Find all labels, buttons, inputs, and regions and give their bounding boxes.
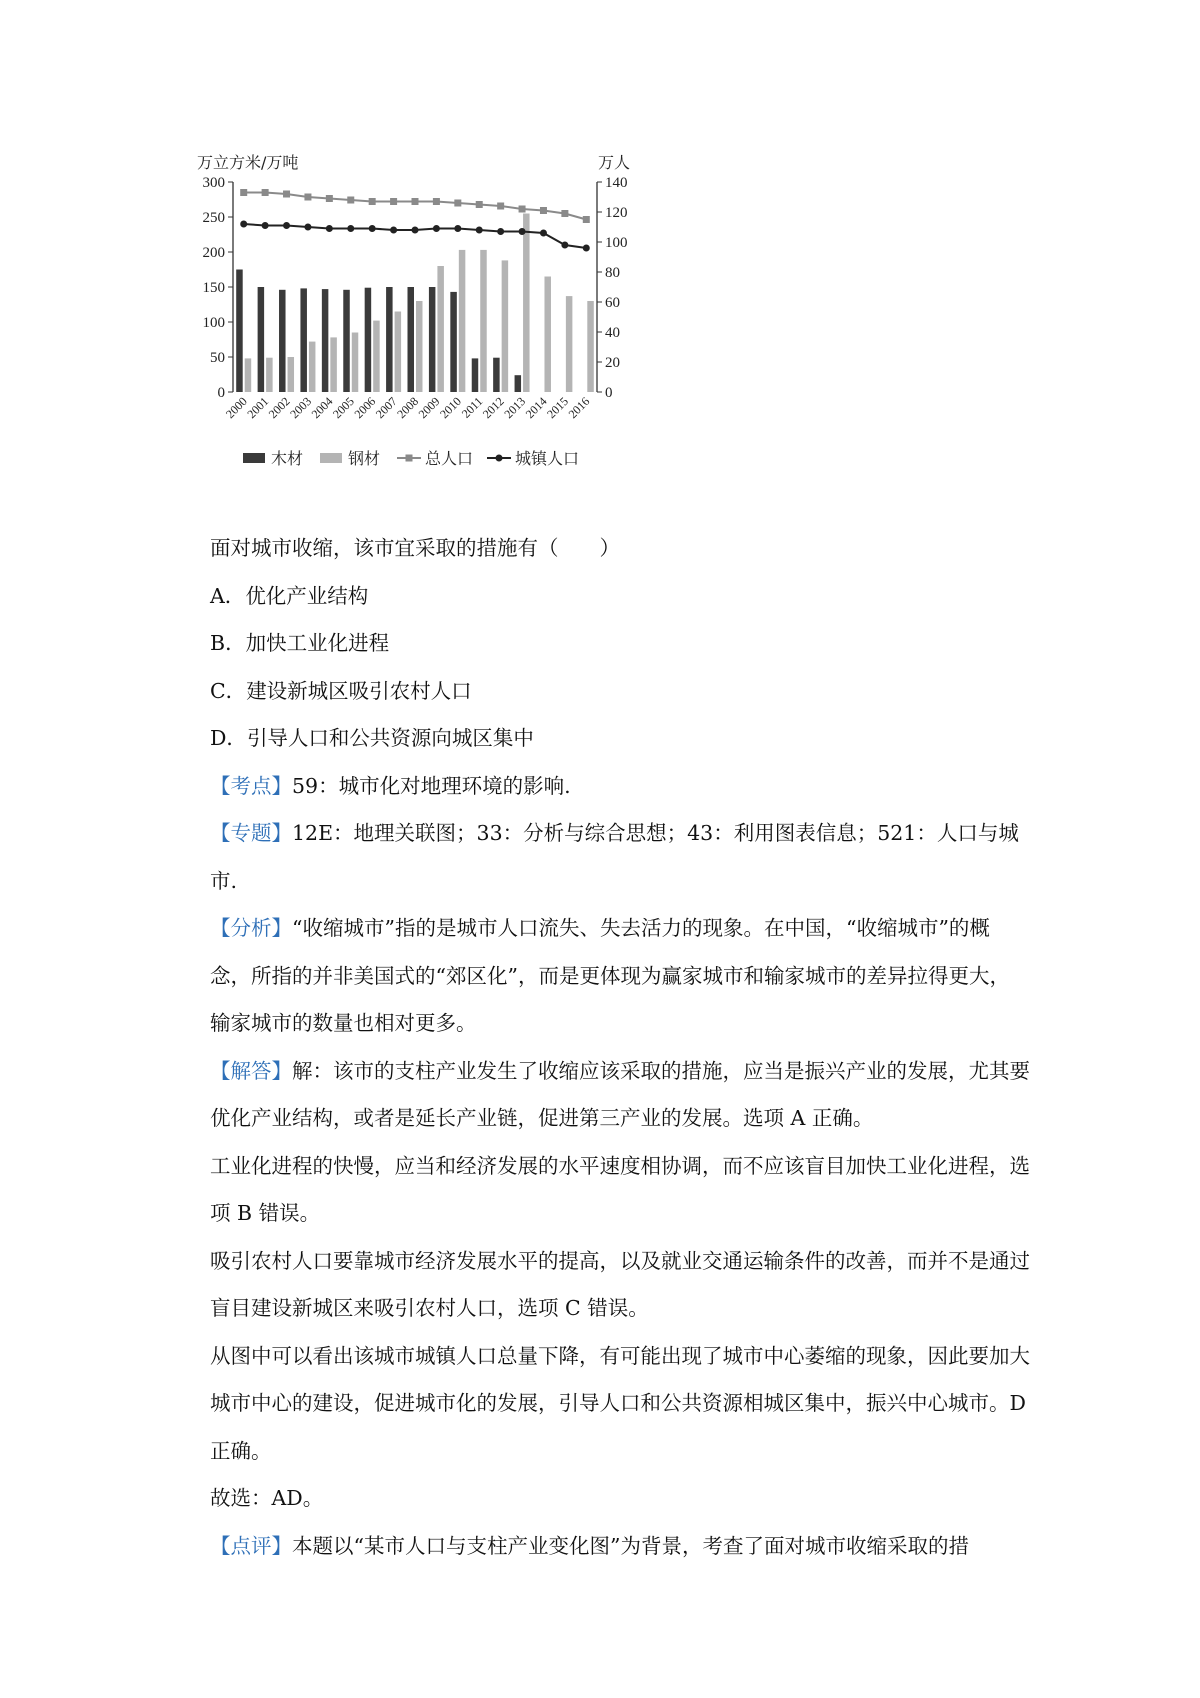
bar-steel-2013 xyxy=(523,214,530,393)
bar-wood-2001 xyxy=(258,287,265,392)
x-tick-label-2013: 2013 xyxy=(501,394,529,422)
point-urban-population-2009 xyxy=(433,225,440,232)
right-tick-label: 100 xyxy=(605,235,628,251)
point-urban-population-2016 xyxy=(583,245,590,252)
chart-lines xyxy=(240,189,590,252)
point-total-population-2005 xyxy=(347,197,354,204)
question-content xyxy=(210,525,1030,1570)
left-tick-label: 50 xyxy=(210,350,225,366)
left-tick-label: 100 xyxy=(202,315,225,331)
left-tick-label: 0 xyxy=(217,385,225,401)
option-b-key: B． xyxy=(210,631,246,655)
option-b xyxy=(210,620,1030,668)
x-tick-label-2008: 2008 xyxy=(394,394,422,422)
legend-marker-urban-population xyxy=(496,455,503,462)
bar-steel-2014 xyxy=(544,277,551,393)
bar-wood-2005 xyxy=(343,290,350,392)
bar-wood-2010 xyxy=(450,292,457,392)
right-tick-label: 80 xyxy=(605,265,620,281)
left-tick-label: 150 xyxy=(202,280,225,296)
point-urban-population-2010 xyxy=(454,225,461,232)
point-total-population-2002 xyxy=(283,191,290,198)
x-tick-label-2007: 2007 xyxy=(372,394,400,422)
point-urban-population-2005 xyxy=(347,225,354,232)
bar-wood-2003 xyxy=(300,288,307,392)
option-a-text: 优化产业结构 xyxy=(245,583,369,608)
point-urban-population-2000 xyxy=(240,221,247,228)
point-total-population-2003 xyxy=(304,194,311,201)
dianping-tag: 【点评】 xyxy=(210,1533,292,1558)
kaodian-tag: 【考点】 xyxy=(210,773,292,798)
right-tick-label: 20 xyxy=(605,355,620,371)
bar-wood-2007 xyxy=(386,287,393,392)
dianping-text: 本题以“某市人口与支柱产业变化图”为背景，考查了面对城市收缩采取的措 xyxy=(292,1533,969,1558)
x-tick-label-2012: 2012 xyxy=(479,394,507,422)
bar-wood-2008 xyxy=(408,287,415,392)
jieda-tag: 【解答】 xyxy=(210,1058,292,1083)
point-urban-population-2007 xyxy=(390,227,397,234)
bar-wood-2013 xyxy=(515,375,522,392)
bar-wood-2011 xyxy=(472,358,479,392)
right-tick-label: 40 xyxy=(605,325,620,341)
x-tick-label-2003: 2003 xyxy=(287,394,315,422)
option-c-key: C． xyxy=(210,678,247,703)
zhuanti-text: 12E：地理关联图；33：分析与综合思想；43：利用图表信息；521：人口与城市. xyxy=(210,821,1019,893)
bar-steel-2003 xyxy=(309,342,316,392)
dianping-section xyxy=(210,1523,1030,1571)
right-tick-label: 0 xyxy=(605,385,613,401)
jieda-text: 解：该市的支柱产业发生了收缩应该采取的措施，应当是振兴产业的发展，尤其要优化产业结构，或者是延长产业链，促进第三产业的发展。选项 A 正确。 xyxy=(210,1058,1030,1130)
point-urban-population-2001 xyxy=(262,222,269,229)
point-total-population-2012 xyxy=(497,203,504,210)
left-tick-label: 300 xyxy=(202,175,225,191)
x-tick-label-2016: 2016 xyxy=(565,394,593,422)
bar-wood-2009 xyxy=(429,287,436,392)
zhuanti-tag: 【专题】 xyxy=(210,821,292,845)
point-total-population-2009 xyxy=(433,198,440,205)
option-d xyxy=(210,715,1030,763)
point-total-population-2001 xyxy=(262,189,269,196)
point-total-population-2006 xyxy=(369,198,376,205)
bar-wood-2004 xyxy=(322,289,329,392)
point-total-population-2015 xyxy=(561,210,568,217)
bar-wood-2006 xyxy=(365,288,372,392)
option-a xyxy=(210,573,1030,621)
x-tick-label-2009: 2009 xyxy=(415,394,443,422)
point-total-population-2014 xyxy=(540,207,547,214)
x-tick-labels xyxy=(223,394,592,421)
legend-label-steel: 钢材 xyxy=(348,449,381,468)
point-urban-population-2003 xyxy=(304,224,311,231)
right-tick-label: 120 xyxy=(605,205,628,221)
point-urban-population-2014 xyxy=(540,230,547,237)
bar-steel-2004 xyxy=(330,337,337,392)
jieda-para-d: 从图中可以看出该城市城镇人口总量下降，有可能出现了城市中心萎缩的现象，因此要加大城市中心的建设，促进城市化的发展，引导人口和公共资源相城区集中，振兴中心城市。D 正确。 xyxy=(210,1343,1030,1463)
bar-steel-2015 xyxy=(566,296,573,392)
bar-steel-2011 xyxy=(480,250,487,392)
fenxi-section xyxy=(210,905,1030,1048)
bar-steel-2010 xyxy=(459,250,466,392)
legend-label-total-population: 总人口 xyxy=(425,449,474,468)
x-tick-label-2005: 2005 xyxy=(330,394,357,422)
point-urban-population-2012 xyxy=(497,228,504,235)
chart-legend xyxy=(243,449,579,468)
point-urban-population-2008 xyxy=(412,227,419,234)
x-tick-label-2006: 2006 xyxy=(351,394,379,422)
line-total-population xyxy=(244,193,587,220)
fenxi-tag: 【分析】 xyxy=(210,916,292,940)
option-c-text: 建设新城区吸引农村人口 xyxy=(246,678,472,703)
jieda-para-c: 吸引农村人口要靠城市经济发展水平的提高，以及就业交通运输条件的改善，而并不是通过盲目建设新城区来吸引农村人口，选项 C 错误。 xyxy=(210,1248,1030,1320)
legend-swatch-wood xyxy=(243,453,265,463)
x-tick-label-2014: 2014 xyxy=(522,394,550,422)
option-b-text: 加快工业化进程 xyxy=(245,631,390,655)
legend-label-urban-population: 城镇人口 xyxy=(515,449,580,468)
legend-label-wood: 木材 xyxy=(271,449,304,468)
bar-steel-2001 xyxy=(266,358,273,392)
left-tick-label: 200 xyxy=(202,245,225,261)
bar-steel-2005 xyxy=(352,333,359,393)
point-total-population-2016 xyxy=(583,216,590,223)
option-a-key: A． xyxy=(210,583,246,608)
kaodian-text: 59：城市化对地理环境的影响. xyxy=(292,773,571,798)
point-urban-population-2011 xyxy=(476,227,483,234)
x-tick-label-2011: 2011 xyxy=(458,394,486,421)
point-total-population-2004 xyxy=(326,195,333,202)
fenxi-text: “收缩城市”指的是城市人口流失、失去活力的现象。在中国，“收缩城市”的概念，所指的并非美国式的“郊区化”，而是更体现为赢家城市和输家城市的差异拉得更大，输家城市的数量也相对更多。 xyxy=(210,916,1010,1035)
bar-steel-2016 xyxy=(587,301,594,392)
jieda-answer: 故选：AD。 xyxy=(210,1486,324,1510)
right-axis-unit: 万人 xyxy=(598,153,631,172)
right-tick-label: 140 xyxy=(605,175,628,191)
bar-wood-2002 xyxy=(279,290,286,392)
bar-steel-2007 xyxy=(395,312,402,393)
chart-bars xyxy=(236,214,594,393)
point-total-population-2000 xyxy=(240,189,247,196)
point-total-population-2008 xyxy=(412,198,419,205)
x-tick-label-2004: 2004 xyxy=(308,394,336,422)
x-tick-label-2010: 2010 xyxy=(437,394,464,422)
left-axis-unit: 万立方米/万吨 xyxy=(197,153,299,172)
option-c xyxy=(210,668,1030,716)
bar-steel-2006 xyxy=(373,321,380,392)
point-total-population-2010 xyxy=(454,200,461,207)
option-d-key: D． xyxy=(210,726,247,750)
kaodian-section xyxy=(210,763,1030,811)
option-d-text: 引导人口和公共资源向城区集中 xyxy=(246,726,534,750)
point-total-population-2011 xyxy=(476,201,483,208)
bar-steel-2008 xyxy=(416,301,423,392)
question-stem: 面对城市收缩，该市宜采取的措施有（ ） xyxy=(210,536,620,560)
point-urban-population-2004 xyxy=(326,225,333,232)
bar-steel-2002 xyxy=(288,357,295,392)
bar-steel-2009 xyxy=(437,266,444,392)
point-total-population-2013 xyxy=(519,206,526,213)
bar-wood-2012 xyxy=(493,358,500,392)
bar-steel-2000 xyxy=(245,358,252,392)
x-tick-label-2015: 2015 xyxy=(544,394,572,422)
point-urban-population-2013 xyxy=(519,228,526,235)
point-urban-population-2015 xyxy=(561,242,568,249)
population-industry-chart xyxy=(195,150,655,530)
x-tick-label-2001: 2001 xyxy=(244,394,272,422)
jieda-para-b: 工业化进程的快慢，应当和经济发展的水平速度相协调，而不应该盲目加快工业化进程，选项 B 错误。 xyxy=(210,1153,1030,1225)
bar-steel-2012 xyxy=(502,260,509,392)
x-tick-label-2000: 2000 xyxy=(222,394,250,422)
point-urban-population-2006 xyxy=(369,225,376,232)
point-urban-population-2002 xyxy=(283,222,290,229)
jieda-section xyxy=(210,1048,1030,1143)
x-tick-label-2002: 2002 xyxy=(265,394,293,422)
legend-marker-total-population xyxy=(406,455,413,462)
point-total-population-2007 xyxy=(390,198,397,205)
zhuanti-section xyxy=(210,810,1030,905)
legend-swatch-steel xyxy=(320,453,342,463)
left-tick-label: 250 xyxy=(202,210,225,226)
right-tick-label: 60 xyxy=(605,295,620,311)
bar-wood-2000 xyxy=(236,270,243,393)
